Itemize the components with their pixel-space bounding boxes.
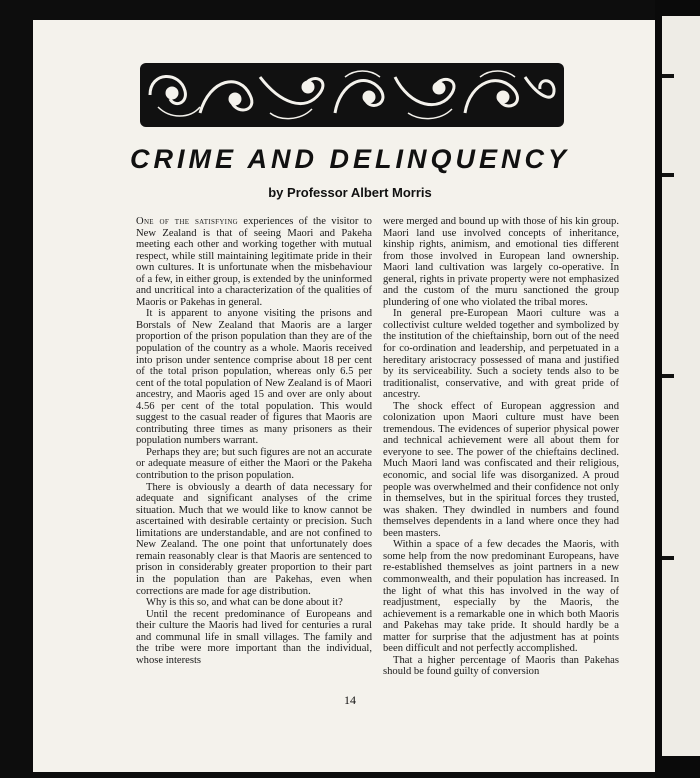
article-paragraph: In general pre-European Maori culture was a collectivist culture welded together and symbolized by the institution of the chieftainship, born out of the need for co-ordination and leadership, and perpetuated in a hereditary aristocracy possessed of mana and justified by its serviceability. Such a society tends also to be traditionalist, conservative, and with great pride of ancestry. [383,308,619,401]
article-title: CRIME AND DELINQUENCY [129,144,570,174]
article-paragraph: There is obviously a dearth of data necessary for adequate and significant analyses of the crime situation. Much that we would like to know cannot be ascertained with desirable certainty or precision. Such limitations are understandable, and are not confined to New Zealand. The one point that unfortunately does remain reasonably clear is that Maoris are sentenced to prison in considerably greater proportion to their part in the population than are Pakehas, even when corrections are made for age distribution. [136,481,372,597]
article-paragraph: Within a space of a few decades the Maoris, with some help from the now predominant Europeans, have re-established themselves as joint partners in a new commonwealth, and their population has increased. In the light of what this has involved in the way of readjustment, especially by the Maoris, the achievement is a remarkable one in which both Maoris and Pakehas may take pride. It should hardly be a matter for surprise that the adjustment has at points been difficult and not perfectly accomplished. [383,539,619,655]
page-number: 14 [344,693,356,707]
article-paragraph: It is apparent to anyone visiting the prisons and Borstals of New Zealand that Maoris are a larger proportion of the prison population than they are of the population of the country as a whole. Maoris received into prison under sentence comprise about 18 per cent of the total prison population, whereas only 6.5 per cent of the total population of New Zealand is of Maori ancestry, and Maoris aged 15 and over are only about 4.56 per cent of the total population. This would suggest to the casual reader of figures that Maoris are contributing three times as many prisoners as their population numbers warrant. [136,308,372,447]
spine-mark [662,374,674,378]
article-paragraph: The shock effect of European aggression and colonization upon Maori culture must have been tremendous. The evidences of superior physical power and technical achievement were all about them for everyone to see. The power of the chieftains declined. Much Maori land was confiscated and their religious, economic, and social life was disorganized. A proud people was overwhelmed and their confidence not only in themselves, but in the spiritual forces they trusted, was shaken. They dwindled in numbers and found themselves dependents in a land where once they had been masters. [383,400,619,539]
article-paragraph: Perhaps they are; but such figures are not an accurate or adequate measure of either the Maori or the Pakeha contribution to the prison population. [136,446,372,482]
lead-smallcaps: One of the satisfying [136,216,239,227]
adjacent-page-edge [662,16,700,756]
article-paragraph: Why is this so, and what can be done about it? [146,597,343,609]
article-paragraph [136,216,372,308]
paragraph-text: experiences of the visitor to New Zealand is that of seeing Maori and Pakeha meeting each other and working together with mutual respect, while still maintaining legitimate pride in their own cultures. It is unfortunate when the misbehaviour of a few, in either group, is extended by the uninformed and uncritical into a characterization of the qualities of Maoris or Pakehas in general. [136,216,372,308]
text-column-left [136,216,372,666]
article-byline: by Professor Albert Morris [268,185,432,200]
article-paragraph: That a higher percentage of Maoris than Pakehas should be found guilty of conversion [383,654,619,678]
maori-kowhaiwhai-banner [140,63,564,127]
article-paragraph: Until the recent predominance of Europeans and their culture the Maoris had lived for centuries a rural and communal life in small villages. The family and the tribe were more important than the individual, whose interests [136,608,372,666]
article-paragraph: were merged and bound up with those of his kin group. Maori land use involved concepts of inheritance, kinship rights, animism, and emotional ties different from those involved in European land ownership. Maori land cultivation was largely co-operative. In general, rights in private property were not emphasized and the custom of the muru sanctioned the group plundering of one who violated the tribal mores. [383,216,619,308]
text-column-right [383,216,619,678]
spine-mark [662,74,674,78]
spine-mark [662,556,674,560]
